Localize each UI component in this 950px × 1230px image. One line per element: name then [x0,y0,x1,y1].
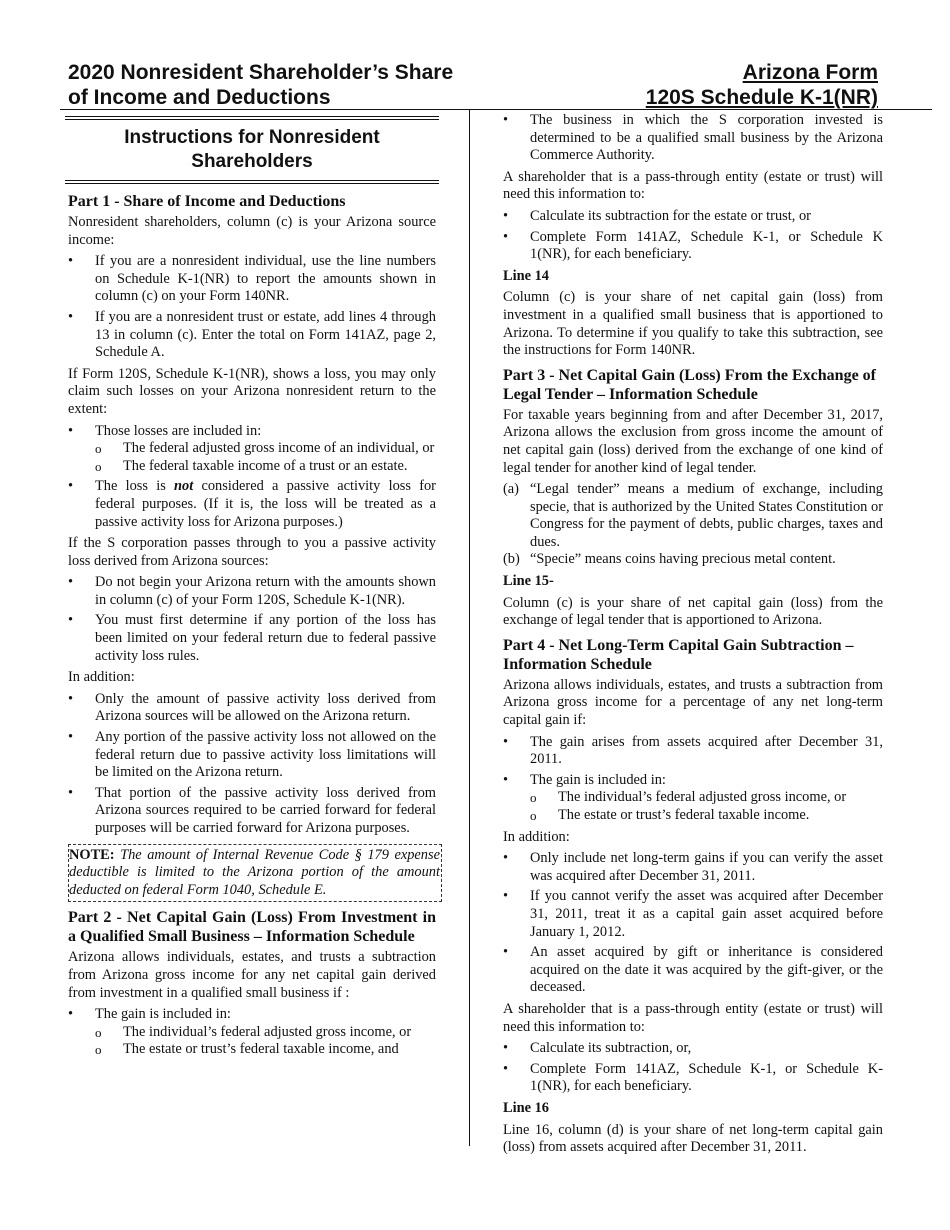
list-item: • Any portion of the passive activity loss not allowed on the federal return due to passive activity loss limitations will be limited on the Arizona return. [68,729,436,782]
sub-list-item: o The federal taxable income of a trust or an estate. [95,458,436,476]
paragraph: In addition: [503,828,570,845]
left-column [68,112,440,1063]
emphasis-not: not [174,478,194,495]
bullet-list [503,112,883,165]
definition-list [503,481,883,569]
sub-list-item: o The individual’s federal adjusted gross income, or [95,1024,436,1042]
note-label: NOTE: [69,846,115,863]
line14-heading: Line 14 [503,267,549,284]
definition-mark: (a) [503,481,519,498]
list-item: • If you are a nonresident trust or estate, add lines 4 through 13 in column (c). Enter the total on Form 141AZ, page 2, Schedule A. [68,309,436,362]
bullet-list [68,253,436,362]
instructions-title-box [65,116,439,184]
bullet-list [503,850,883,997]
list-item-text: The gain is included in: [95,1006,231,1023]
sub-list-item: o The individual’s federal adjusted gross income, or [530,789,883,807]
definition-item [503,481,883,551]
list-item-text: The gain is included in: [530,771,666,788]
bullet-list [68,423,436,532]
form-line-2: 120S Schedule K-1(NR) [645,86,878,109]
list-item [68,1006,436,1059]
paragraph: Arizona allows individuals, estates, and trusts a subtraction from Arizona gross income for any net capital gain derived from investment in a qualified small business if : [68,949,436,1001]
list-item [68,423,436,476]
list-item: • If you are a nonresident individual, use the line numbers on Schedule K-1(NR) to report the amounts shown in column (c) on your Form 140NR. [68,253,436,306]
list-item: • The business in which the S corporation invested is determined to be a qualified small business by the Arizona Commerce Authority. [503,112,883,165]
list-item [68,478,436,531]
instructions-title-1: Instructions for Nonresident [124,127,380,148]
column-divider [469,110,470,1146]
list-item: • You must first determine if any portion of the loss has been limited on your federal return due to federal passive activity loss rules. [68,612,436,665]
list-item-text: considered a passive activity loss for federal purposes. (If it is, the loss will be treated as a passive activity loss for Arizona purposes.) [95,478,436,530]
list-item: • Only the amount of passive activity loss derived from Arizona sources will be allowed on the Arizona return. [68,691,436,726]
form-identifier [538,60,878,110]
sub-list-item: o The federal adjusted gross income of an individual, or [95,440,436,458]
list-item: • Only include net long-term gains if you can verify the asset was acquired after December 31, 2011. [503,850,883,885]
sub-list [530,789,883,824]
form-line-1: Arizona Form [742,61,878,84]
list-item-text: Those losses are included in: [95,422,262,439]
paragraph: A shareholder that is a pass-through entity (estate or trust) will need this information to: [503,168,883,203]
list-item: • That portion of the passive activity loss derived from Arizona sources required to be carried forward for federal purposes will be carried forward for Arizona purposes. [68,785,436,838]
paragraph: A shareholder that is a pass-through entity (estate or trust) will need this information to: [503,1000,883,1035]
line16-heading: Line 16 [503,1099,549,1116]
header-rule [60,109,932,110]
sub-list [95,1024,436,1059]
title-line-2: of Income and Deductions [68,86,331,109]
bullet-list [503,208,883,264]
bullet-list [68,1006,436,1059]
list-item: • Do not begin your Arizona return with the amounts shown in column (c) of your Form 120S, Schedule K-1(NR). [68,574,436,609]
part2-heading: Part 2 - Net Capital Gain (Loss) From Investment in a Qualified Small Business – Information Schedule [68,909,436,946]
sub-list [95,440,436,475]
part4-heading: Part 4 - Net Long-Term Capital Gain Subtraction – Information Schedule [503,636,854,673]
definition-mark: (b) [503,551,520,568]
list-item [503,772,883,825]
list-item: • Complete Form 141AZ, Schedule K-1, or Schedule K-1(NR), for each beneficiary. [503,1061,883,1096]
definition-item [503,551,883,569]
paragraph: Line 16, column (d) is your share of net long-term capital gain (loss) from assets acquired after December 31, 2011. [503,1121,883,1156]
paragraph: Column (c) is your share of net capital gain (loss) from investment in a qualified small business that is apportioned to Arizona. To determine if you qualify to take this subtraction, see the instructions for Form 140NR. [503,289,883,359]
list-item: • Complete Form 141AZ, Schedule K-1, or Schedule K 1(NR), for each beneficiary. [503,229,883,264]
part3-heading: Part 3 - Net Capital Gain (Loss) From the Exchange of Legal Tender – Information Schedule [503,366,876,403]
paragraph: For taxable years beginning from and after December 31, 2017, Arizona allows the exclusion from gross income the amount of net capital gain (loss) derived from the exchange of one kind of legal tender for another kind of legal tender. [503,406,883,476]
right-column [503,112,883,1161]
bullet-list [503,734,883,825]
part1-heading: Part 1 - Share of Income and Deductions [68,193,346,210]
list-item: • If you cannot verify the asset was acquired after December 31, 2011, treat it as a capital gain asset acquired before January 1, 2012. [503,888,883,941]
paragraph: If Form 120S, Schedule K-1(NR), shows a loss, you may only claim such losses on your Arizona nonresident return to the extent: [68,365,436,417]
bullet-list [68,691,436,838]
paragraph: In addition: [68,669,135,686]
note-box [68,844,442,903]
definition-text: “Legal tender” means a medium of exchange, including specie, that is authorized by the United States Constitution or Congress for the payment of debts, public charges, taxes and dues. [530,481,883,550]
definition-text: “Specie” means coins having precious metal content. [530,551,836,568]
paragraph: If the S corporation passes through to you a passive activity loss derived from Arizona sources: [68,535,436,569]
list-item: • The gain arises from assets acquired after December 31, 2011. [503,734,883,769]
list-item: • Calculate its subtraction for the estate or trust, or [503,208,883,226]
title-line-1: 2020 Nonresident Shareholder’s Share [68,61,454,84]
list-item: • An asset acquired by gift or inheritance is considered acquired on the date it was acquired by the gift-giver, or the deceased. [503,944,883,997]
line15-heading: Line 15- [503,573,554,590]
bullet-list [68,574,436,665]
list-item-text: The loss is [95,478,175,495]
paragraph: Column (c) is your share of net capital gain (loss) from the exchange of legal tender that is apportioned to Arizona. [503,594,883,629]
sub-list-item: o The estate or trust’s federal taxable income, and [95,1041,436,1059]
document-title [68,60,508,110]
bullet-list [503,1040,883,1096]
instructions-title-2: Shareholders [191,151,313,172]
list-item: • Calculate its subtraction, or, [503,1040,883,1058]
note-text: The amount of Internal Revenue Code § 179 expense deductible is limited to the Arizona portion of the amount deducted on federal Form 1040, Schedule E. [69,846,440,898]
sub-list-item: o The estate or trust’s federal taxable income. [530,807,883,825]
paragraph: Arizona allows individuals, estates, and trusts a subtraction from Arizona gross income for a percentage of any net long-term capital gain if: [503,676,883,729]
paragraph: Nonresident shareholders, column (c) is your Arizona source income: [68,214,436,248]
